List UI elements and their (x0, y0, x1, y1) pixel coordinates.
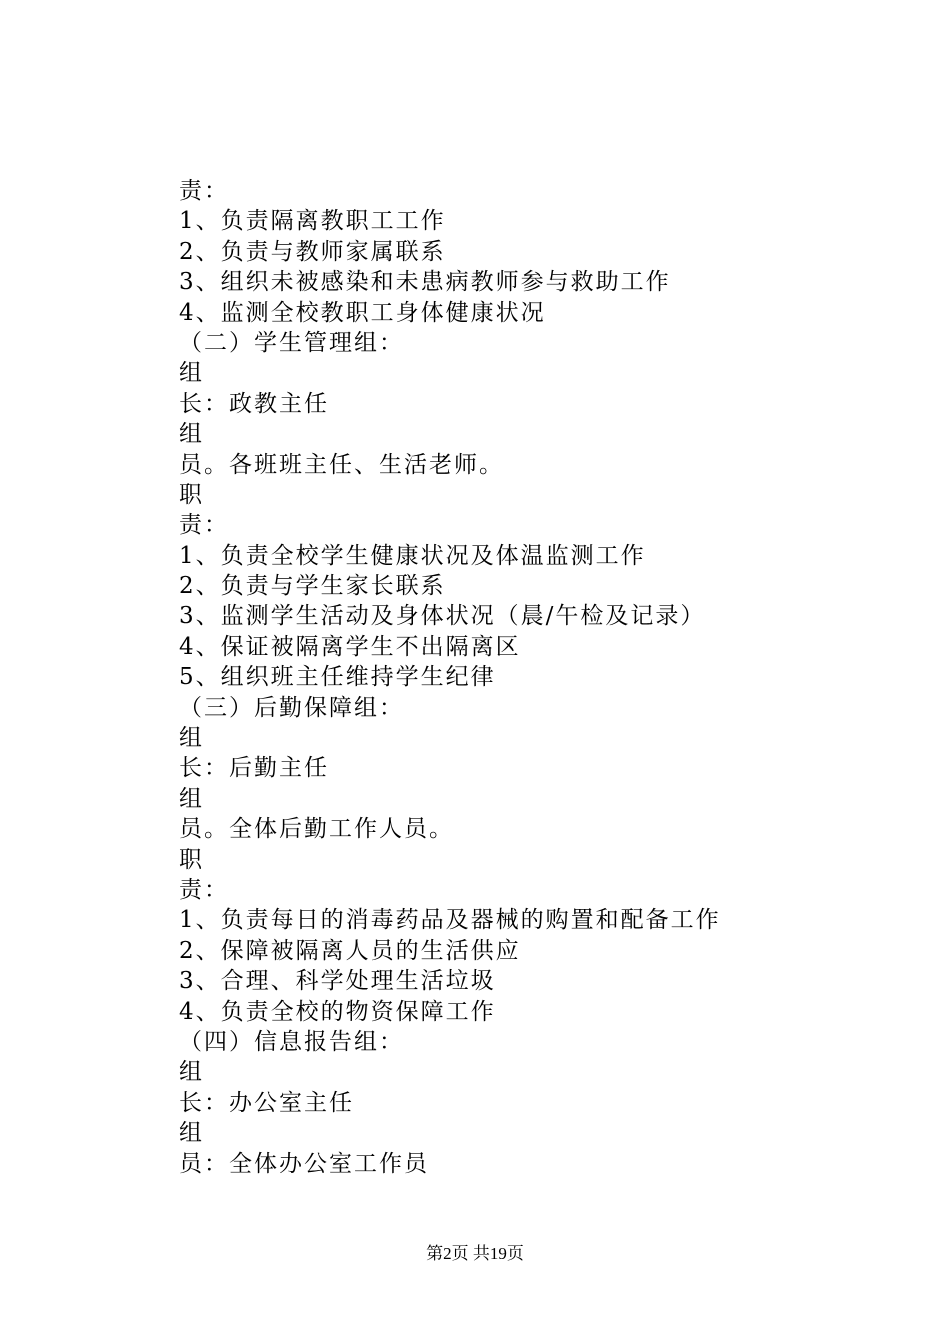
text-line: 员：全体办公室工作员 (179, 1150, 429, 1177)
list-item: 3、合理、科学处理生活垃圾 (179, 968, 496, 995)
list-item: 2、负责与学生家长联系 (179, 573, 446, 600)
text-line: 长：后勤主任 (179, 755, 329, 782)
text-line: 组 (179, 360, 204, 387)
list-item: 1、负责全校学生健康状况及体温监测工作 (179, 542, 646, 569)
text-line: 长：政教主任 (179, 390, 329, 417)
text-line: 责： (179, 512, 229, 539)
text-line: 责： (179, 178, 229, 204)
text-line: 员。全体后勤工作人员。 (179, 816, 454, 843)
text-line: 组 (179, 421, 204, 448)
section-heading: （三）后勤保障组： (179, 694, 404, 721)
list-item: 1、负责每日的消毒药品及器械的购置和配备工作 (179, 907, 721, 934)
section-heading: （四）信息报告组： (179, 1028, 404, 1055)
text-line: 员。各班班主任、生活老师。 (179, 451, 504, 478)
page-footer (0, 1243, 950, 1265)
list-item: 5、组织班主任维持学生纪律 (179, 664, 496, 691)
list-item: 3、监测学生活动及身体状况（晨/午检及记录） (179, 603, 706, 630)
list-item: 4、保证被隔离学生不出隔离区 (179, 633, 521, 660)
list-item: 1、负责隔离教职工工作 (179, 208, 446, 235)
text-line: 职 (179, 481, 204, 508)
list-item: 4、监测全校教职工身体健康状况 (179, 299, 546, 326)
page-number: 第2页 共19页 (426, 1244, 524, 1263)
document-body (179, 176, 899, 1179)
list-item: 4、负责全校的物资保障工作 (179, 998, 496, 1025)
text-line: 责： (179, 876, 229, 903)
text-line: 职 (179, 846, 204, 873)
text-line: 长：办公室主任 (179, 1089, 354, 1116)
text-line: 组 (179, 1059, 204, 1086)
list-item: 3、组织未被感染和未患病教师参与救助工作 (179, 269, 671, 296)
text-line: 组 (179, 725, 204, 752)
text-line: 组 (179, 1120, 204, 1147)
text-line: 组 (179, 785, 204, 812)
section-heading: （二）学生管理组： (179, 329, 404, 356)
list-item: 2、负责与教师家属联系 (179, 238, 446, 265)
list-item: 2、保障被隔离人员的生活供应 (179, 937, 521, 964)
